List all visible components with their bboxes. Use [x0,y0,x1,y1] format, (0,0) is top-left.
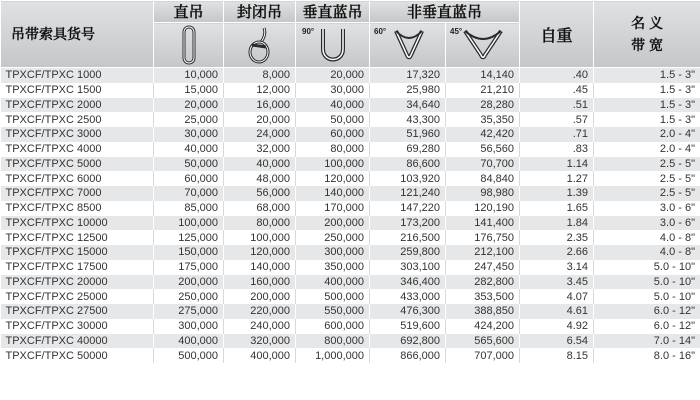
cell-weight: .57 [520,112,594,127]
cell-nominal-width: 6.0 - 12" [594,304,700,319]
cell-choker-capacity: 200,000 [224,289,296,304]
cell-nominal-width: 8.0 - 16" [594,348,700,363]
cell-basket-45-capacity: 35,350 [446,112,520,127]
cell-nominal-width: 5.0 - 10" [594,289,700,304]
cell-nominal-width: 2.0 - 4" [594,142,700,157]
cell-choker-capacity: 56,000 [224,186,296,201]
cell-choker-capacity: 68,000 [224,201,296,216]
cell-weight: .71 [520,127,594,142]
angle-60-label: 60° [374,27,387,36]
cell-weight: .45 [520,83,594,98]
cell-basket-45-capacity: 28,280 [446,98,520,113]
cell-choker-capacity: 8,000 [224,68,296,83]
cell-straight-capacity: 500,000 [154,348,224,363]
cell-nominal-width: 2.0 - 4" [594,127,700,142]
vertical-sling-icon [179,25,199,65]
cell-part-number: TPXCF/TPXC 25000 [1,289,154,304]
cell-nominal-width: 4.0 - 8" [594,230,700,245]
cell-weight: 1.14 [520,157,594,172]
cell-basket-60-capacity: 692,800 [370,334,446,349]
cell-vertical-basket-capacity: 550,000 [296,304,370,319]
cell-basket-45-capacity: 247,450 [446,260,520,275]
cell-part-number: TPXCF/TPXC 15000 [1,245,154,260]
header-vertical-basket: 垂直蓝吊 [296,1,370,23]
cell-basket-45-capacity: 14,140 [446,68,520,83]
cell-basket-45-capacity: 70,700 [446,157,520,172]
cell-straight-capacity: 150,000 [154,245,224,260]
cell-choker-capacity: 220,000 [224,304,296,319]
cell-nominal-width: 2.5 - 5" [594,171,700,186]
cell-basket-60-capacity: 303,100 [370,260,446,275]
cell-straight-capacity: 15,000 [154,83,224,98]
table-row [1,157,700,172]
header-nominal-width [594,1,700,68]
table-row [1,304,700,319]
cell-choker-capacity: 400,000 [224,348,296,363]
cell-vertical-basket-capacity: 1,000,000 [296,348,370,363]
cell-nominal-width: 2.5 - 5" [594,157,700,172]
choker-icon-cell [224,23,296,68]
vertical-basket-icon [313,25,353,65]
header-part-number: 吊带索具货号 [1,1,154,68]
cell-weight: 4.07 [520,289,594,304]
cell-basket-60-capacity: 51,960 [370,127,446,142]
cell-choker-capacity: 160,000 [224,275,296,290]
table-row [1,230,700,245]
table-row [1,68,700,83]
cell-basket-45-capacity: 424,200 [446,319,520,334]
cell-basket-60-capacity: 433,000 [370,289,446,304]
cell-choker-capacity: 20,000 [224,112,296,127]
cell-basket-45-capacity: 353,500 [446,289,520,304]
cell-basket-60-capacity: 25,980 [370,83,446,98]
cell-straight-capacity: 400,000 [154,334,224,349]
cell-basket-45-capacity: 141,400 [446,216,520,231]
cell-choker-capacity: 48,000 [224,171,296,186]
table-row [1,83,700,98]
cell-weight: 1.27 [520,171,594,186]
angle-90-label: 90° [302,27,315,36]
cell-weight: .40 [520,68,594,83]
table-row [1,171,700,186]
cell-weight: 2.66 [520,245,594,260]
table-row [1,112,700,127]
cell-choker-capacity: 80,000 [224,216,296,231]
cell-weight: 2.35 [520,230,594,245]
header-choker: 封闭吊 [224,1,296,23]
cell-vertical-basket-capacity: 500,000 [296,289,370,304]
cell-vertical-basket-capacity: 350,000 [296,260,370,275]
cell-vertical-basket-capacity: 400,000 [296,275,370,290]
table-body [1,68,700,364]
cell-weight: 6.54 [520,334,594,349]
cell-weight: .83 [520,142,594,157]
table-row [1,348,700,363]
cell-basket-60-capacity: 147,220 [370,201,446,216]
cell-part-number: TPXCF/TPXC 5000 [1,157,154,172]
cell-vertical-basket-capacity: 100,000 [296,157,370,172]
cell-choker-capacity: 24,000 [224,127,296,142]
cell-part-number: TPXCF/TPXC 8500 [1,201,154,216]
cell-basket-60-capacity: 43,300 [370,112,446,127]
cell-nominal-width: 2.5 - 5" [594,186,700,201]
cell-straight-capacity: 300,000 [154,319,224,334]
cell-vertical-basket-capacity: 200,000 [296,216,370,231]
table-row [1,245,700,260]
cell-weight: 3.14 [520,260,594,275]
table-row [1,127,700,142]
cell-basket-45-capacity: 282,800 [446,275,520,290]
table-row [1,275,700,290]
cell-basket-60-capacity: 259,800 [370,245,446,260]
cell-straight-capacity: 10,000 [154,68,224,83]
cell-weight: 8.15 [520,348,594,363]
cell-basket-45-capacity: 98,980 [446,186,520,201]
cell-basket-60-capacity: 86,600 [370,157,446,172]
header-nonvertical-basket: 非垂直蓝吊 [370,1,520,23]
cell-straight-capacity: 50,000 [154,157,224,172]
cell-straight-capacity: 30,000 [154,127,224,142]
table-row [1,186,700,201]
cell-part-number: TPXCF/TPXC 12500 [1,230,154,245]
cell-basket-60-capacity: 34,640 [370,98,446,113]
cell-part-number: TPXCF/TPXC 4000 [1,142,154,157]
cell-weight: .51 [520,98,594,113]
cell-vertical-basket-capacity: 30,000 [296,83,370,98]
header-weight: 自重 [520,1,594,68]
cell-basket-60-capacity: 216,500 [370,230,446,245]
header-nominal-width-line2: 带 宽 [631,37,663,53]
cell-vertical-basket-capacity: 800,000 [296,334,370,349]
cell-weight: 1.65 [520,201,594,216]
cell-straight-capacity: 60,000 [154,171,224,186]
cell-weight: 4.61 [520,304,594,319]
cell-nominal-width: 3.0 - 6" [594,201,700,216]
cell-straight-capacity: 125,000 [154,230,224,245]
cell-part-number: TPXCF/TPXC 1500 [1,83,154,98]
cell-basket-60-capacity: 69,280 [370,142,446,157]
cell-straight-capacity: 275,000 [154,304,224,319]
cell-basket-45-capacity: 56,560 [446,142,520,157]
cell-basket-60-capacity: 519,600 [370,319,446,334]
straight-icon-cell [154,23,224,68]
table-row [1,142,700,157]
cell-weight: 4.92 [520,319,594,334]
cell-weight: 1.39 [520,186,594,201]
table-row [1,98,700,113]
cell-nominal-width: 7.0 - 14" [594,334,700,349]
cell-part-number: TPXCF/TPXC 3000 [1,127,154,142]
choker-hitch-icon [242,25,278,65]
cell-choker-capacity: 40,000 [224,157,296,172]
cell-straight-capacity: 25,000 [154,112,224,127]
cell-vertical-basket-capacity: 170,000 [296,201,370,216]
basket-45-degree-icon [459,25,507,65]
cell-straight-capacity: 100,000 [154,216,224,231]
cell-basket-60-capacity: 121,240 [370,186,446,201]
table-row [1,260,700,275]
cell-nominal-width: 4.0 - 8" [594,245,700,260]
cell-straight-capacity: 200,000 [154,275,224,290]
cell-part-number: TPXCF/TPXC 1000 [1,68,154,83]
cell-basket-60-capacity: 866,000 [370,348,446,363]
cell-part-number: TPXCF/TPXC 17500 [1,260,154,275]
basket-60-degree-icon [386,25,430,65]
cell-part-number: TPXCF/TPXC 10000 [1,216,154,231]
table-row [1,334,700,349]
table-row [1,216,700,231]
cell-basket-45-capacity: 84,840 [446,171,520,186]
cell-part-number: TPXCF/TPXC 30000 [1,319,154,334]
cell-part-number: TPXCF/TPXC 2000 [1,98,154,113]
cell-basket-45-capacity: 388,850 [446,304,520,319]
cell-basket-60-capacity: 476,300 [370,304,446,319]
basket-45-icon-cell [446,23,520,68]
cell-straight-capacity: 40,000 [154,142,224,157]
cell-weight: 1.84 [520,216,594,231]
header-straight: 直吊 [154,1,224,23]
cell-vertical-basket-capacity: 300,000 [296,245,370,260]
cell-basket-45-capacity: 176,750 [446,230,520,245]
cell-choker-capacity: 240,000 [224,319,296,334]
cell-basket-45-capacity: 21,210 [446,83,520,98]
cell-choker-capacity: 12,000 [224,83,296,98]
cell-part-number: TPXCF/TPXC 40000 [1,334,154,349]
cell-straight-capacity: 85,000 [154,201,224,216]
cell-part-number: TPXCF/TPXC 20000 [1,275,154,290]
cell-basket-45-capacity: 565,600 [446,334,520,349]
cell-choker-capacity: 320,000 [224,334,296,349]
cell-part-number: TPXCF/TPXC 7000 [1,186,154,201]
angle-45-label: 45° [450,27,463,36]
cell-vertical-basket-capacity: 50,000 [296,112,370,127]
cell-straight-capacity: 70,000 [154,186,224,201]
cell-weight: 3.45 [520,275,594,290]
header-nominal-width-line1: 名 义 [631,15,663,31]
cell-straight-capacity: 20,000 [154,98,224,113]
cell-nominal-width: 6.0 - 12" [594,319,700,334]
cell-part-number: TPXCF/TPXC 50000 [1,348,154,363]
basket-60-icon-cell [370,23,446,68]
cell-nominal-width: 1.5 - 3" [594,68,700,83]
cell-vertical-basket-capacity: 40,000 [296,98,370,113]
cell-choker-capacity: 140,000 [224,260,296,275]
cell-basket-45-capacity: 120,190 [446,201,520,216]
cell-choker-capacity: 16,000 [224,98,296,113]
cell-choker-capacity: 120,000 [224,245,296,260]
cell-part-number: TPXCF/TPXC 27500 [1,304,154,319]
table-row [1,289,700,304]
cell-basket-45-capacity: 707,000 [446,348,520,363]
cell-nominal-width: 1.5 - 3" [594,98,700,113]
cell-nominal-width: 5.0 - 10" [594,260,700,275]
table-header [1,1,700,68]
cell-basket-45-capacity: 42,420 [446,127,520,142]
cell-basket-60-capacity: 173,200 [370,216,446,231]
cell-choker-capacity: 32,000 [224,142,296,157]
cell-vertical-basket-capacity: 60,000 [296,127,370,142]
vertical-basket-icon-cell [296,23,370,68]
cell-vertical-basket-capacity: 20,000 [296,68,370,83]
cell-vertical-basket-capacity: 140,000 [296,186,370,201]
cell-basket-60-capacity: 17,320 [370,68,446,83]
cell-nominal-width: 3.0 - 6" [594,216,700,231]
cell-basket-60-capacity: 346,400 [370,275,446,290]
cell-vertical-basket-capacity: 80,000 [296,142,370,157]
cell-vertical-basket-capacity: 250,000 [296,230,370,245]
cell-basket-45-capacity: 212,100 [446,245,520,260]
cell-straight-capacity: 250,000 [154,289,224,304]
cell-basket-60-capacity: 103,920 [370,171,446,186]
cell-straight-capacity: 175,000 [154,260,224,275]
table-row [1,201,700,216]
cell-part-number: TPXCF/TPXC 2500 [1,112,154,127]
cell-nominal-width: 5.0 - 10" [594,275,700,290]
cell-vertical-basket-capacity: 120,000 [296,171,370,186]
cell-nominal-width: 1.5 - 3" [594,112,700,127]
cell-choker-capacity: 100,000 [224,230,296,245]
cell-part-number: TPXCF/TPXC 6000 [1,171,154,186]
cell-nominal-width: 1.5 - 3" [594,83,700,98]
cell-vertical-basket-capacity: 600,000 [296,319,370,334]
table-row [1,319,700,334]
